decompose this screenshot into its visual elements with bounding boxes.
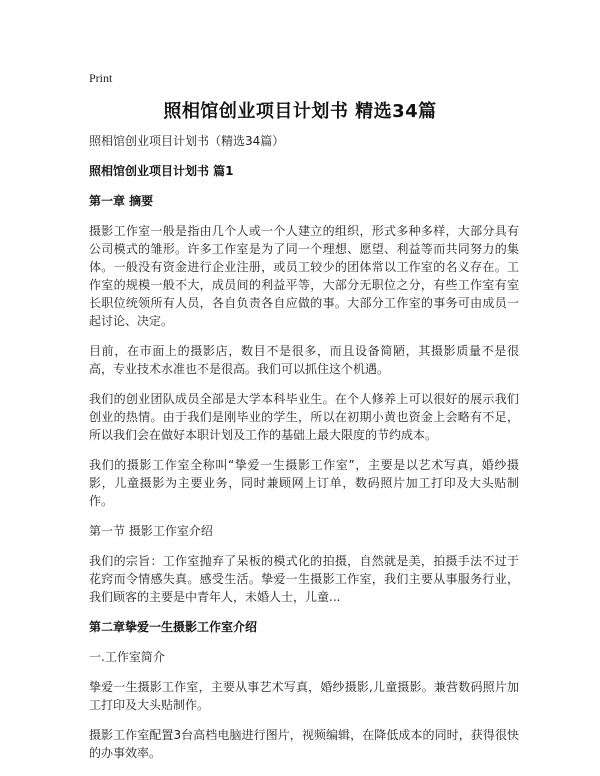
document-subtitle: 照相馆创业项目计划书（精选34篇）: [89, 134, 285, 148]
paragraph: 我们的摄影工作室全称叫“挚爱一生摄影工作室”，主要是以艺术写真，婚纱摄影，儿童摄影为主要业务，同时兼顾网上订单，数码照片加工打印及大头贴制作。: [89, 458, 519, 508]
chapter2-heading: 第二章挚爱一生摄影工作室介绍: [89, 620, 258, 634]
paragraph: 摄影工作室配置3台高档电脑进行图片，视频编辑，在降低成本的同时，获得很快的办事效率。: [89, 728, 519, 760]
paragraph: 目前，在市面上的摄影店，数目不是很多，而且设备简陋，其摄影质量不是很高，专业技术水准也不是很高。我们可以抓住这个机遇。: [89, 344, 519, 376]
print-link[interactable]: Print: [89, 71, 113, 85]
paragraph: 我们的创业团队成员全部是大学本科毕业生。在个人修养上可以很好的展示我们创业的热情。由于我们是刚毕业的学生，所以在初期小黄也资金上会略有不足，所以我们会在做好本职计划及工作的基础上最大限度的节约成本。: [89, 392, 519, 442]
paragraph: 我们的宗旨：工作室抛弃了呆板的模式化的拍摄，自然就是美，拍摄手法不过于花窍而令情感失真。感受生活。挚爱一生摄影工作室，我们主要从事服务行业，我们顾客的主要是中青年人，未婚人士，儿童...: [89, 554, 519, 604]
document-body: [89, 132, 519, 774]
section1-heading: 第一节 摄影工作室介绍: [89, 524, 213, 538]
chapter1-heading: 第一章 摘要: [89, 194, 154, 208]
sub1-heading: 一.工作室简介: [89, 650, 165, 664]
paragraph: 挚爱一生摄影工作室，主要从事艺术写真，婚纱摄影,儿童摄影。兼营数码照片加工打印及大头贴制作。: [89, 680, 519, 712]
paragraph: 摄影工作室一般是指由几个人或一个人建立的组织，形式多种多样，大部分具有公司模式的雏形。许多工作室是为了同一个理想、愿望、利益等而共同努力的集体。一般没有资金进行企业注册，或员工较少的团体常以工作室的名义存在。工作室的规模一般不大，成员间的利益平等，大部分无职位之分，有些工作室有室长职位统领所有人员，各自负责各自应做的事。大部分工作室的事务可由成员一起讨论、决定。: [89, 224, 519, 328]
section-heading: 照相馆创业项目计划书 篇1: [89, 164, 234, 178]
page-title: 照相馆创业项目计划书 精选34篇: [163, 101, 437, 122]
